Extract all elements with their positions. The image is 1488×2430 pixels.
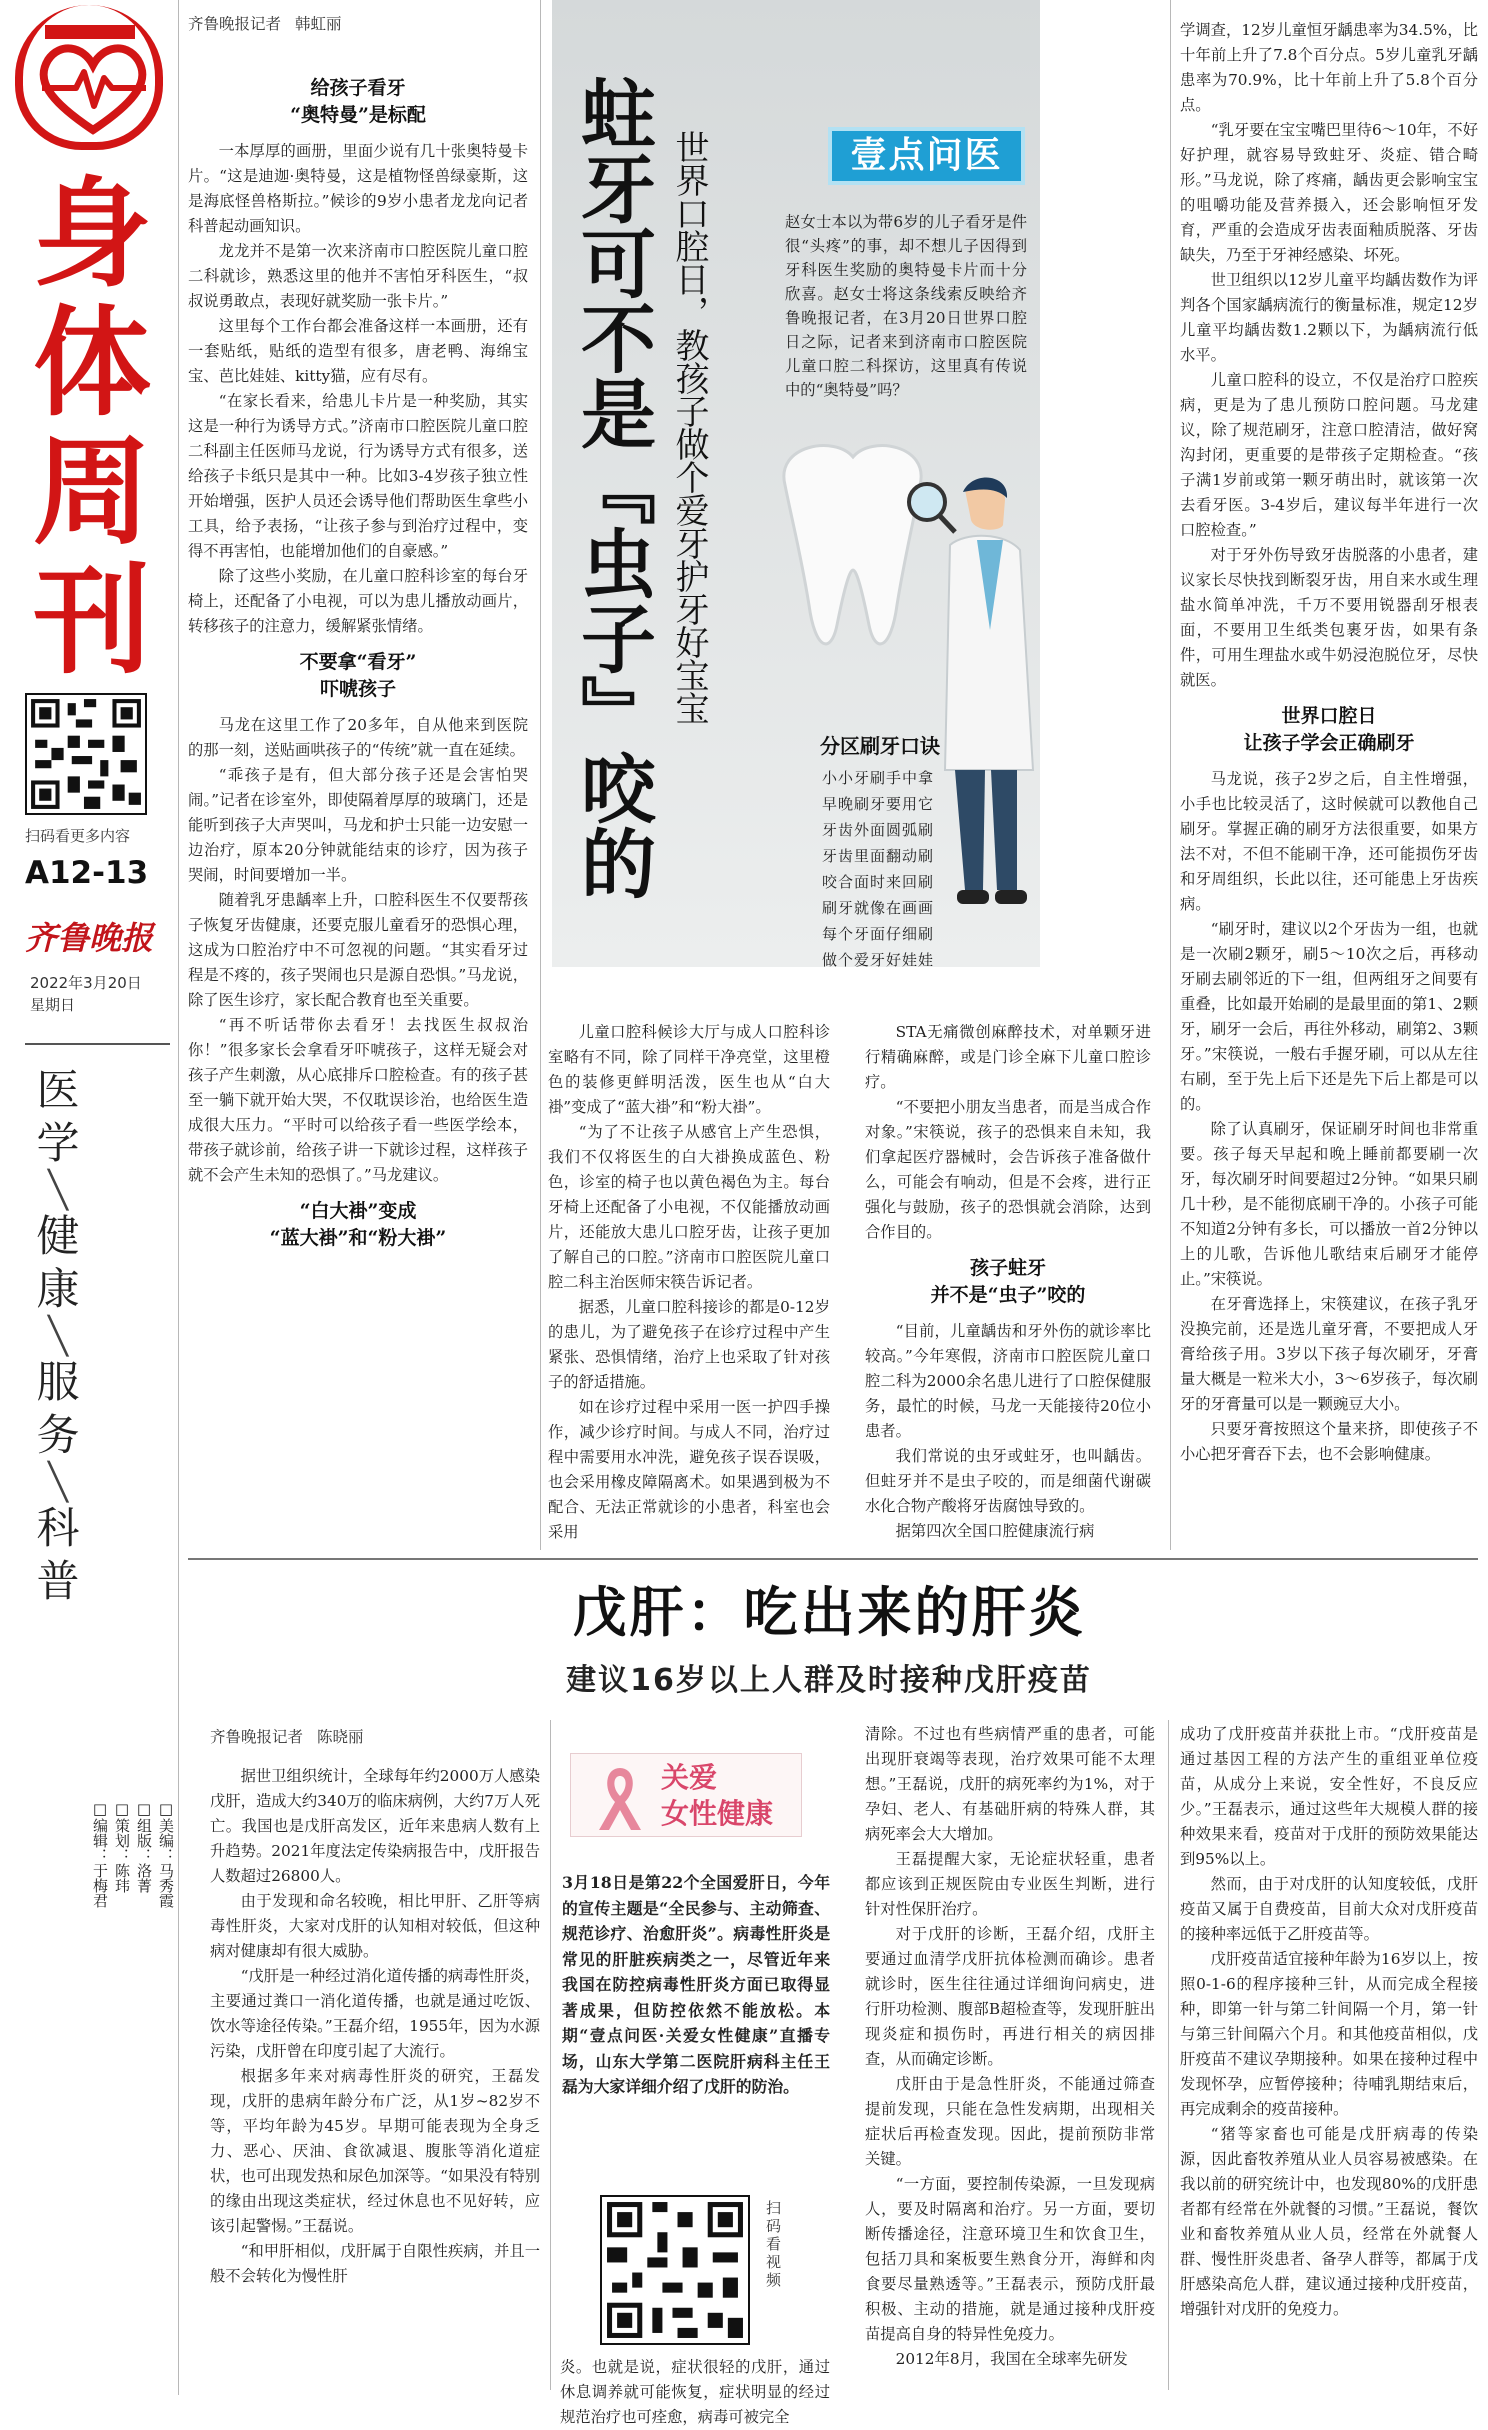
paragraph: 炎。也就是说，症状很轻的戊肝，通过休息调养就可能恢复，症状明显的经过规范治疗也可痊愈，病毒可被完全 xyxy=(560,2358,830,2426)
paragraph: 对于牙外伤导致牙齿脱落的小患者，建议家长尽快找到断裂牙齿，用自来水或生理盐水简单冲洗，千万不要用锐器刮牙根表面，不要用卫生纸类包裹牙齿，如果有条件，可用生理盐水或牛奶浸泡脱位牙，尽快就医。 xyxy=(1180,546,1478,689)
paragraph: 戊肝疫苗适宜接种年龄为16岁以上，按照0-1-6的程序接种三针，从而完成全程接种，即第一针与第二针间隔一个月，第一针与第三针间隔六个月。和其他疫苗相似，戊肝疫苗不建议孕期接种。如果在接种过程中发现怀孕，应暂停接种；待哺乳期结束后，再完成剩余的疫苗接种。 xyxy=(1180,1950,1478,2118)
subheading xyxy=(1180,703,1478,757)
video-qr-code[interactable] xyxy=(600,2195,750,2345)
subheading xyxy=(865,1255,1151,1309)
subheading-line: 孩子蛀牙 xyxy=(969,1257,1046,1279)
editor-credits xyxy=(91,1800,175,1908)
paragraph: “乖孩子是有，但大部分孩子还是会害怕哭闹。”记者在诊室外，即使隔着厚厚的玻璃门，还是能听到孩子大声哭叫，马龙和护士只能一边安慰一边治疗，原本20分钟就能结束的诊疗，因为孩子哭闹，时间要增加一半。 xyxy=(188,766,528,884)
byline xyxy=(210,1725,540,1750)
headline: 戊肝：吃出来的肝炎 xyxy=(572,1581,1086,1644)
subheading-line: 并不是“虫子”咬的 xyxy=(930,1284,1086,1306)
rhyme-line: 做个爱牙好娃娃 xyxy=(822,951,935,969)
credit-line: □组版：洛菁 xyxy=(135,1800,153,1893)
story2-colA xyxy=(210,1725,540,2390)
rhyme-line: 牙齿外面圆弧刷 xyxy=(822,821,935,839)
paragraph: 根据多年来对病毒性肝炎的研究，王磊发现，戊肝的患病年龄分布广泛，从1岁~82岁不等，平均年龄为45岁。早期可能表现为全身乏力、恶心、厌油、食欲减退、腹胀等消化道症状，也可出现发热和尿色加深等。“如果没有特别的缘由出现这类症状，经过休息也不见好转，应该引起警惕。”王磊说。 xyxy=(210,2067,540,2235)
subheading-line: “奥特曼”是标配 xyxy=(290,104,426,126)
tag: 科普 xyxy=(36,1504,80,1607)
paragraph: “一方面，要控制传染源，一旦发现病人，要及时隔离和治疗。另一方面，要切断传播途径，注意环境卫生和饮食卫生，包括刀具和案板要生熟食分开，海鲜和肉食要尽量熟透等。”王磊表示，预防戊肝最积极、主动的措施，就是通过接种戊肝疫苗提高自身的特异性免疫力。 xyxy=(865,2175,1155,2343)
paragraph: “为了不让孩子从感官上产生恐惧，我们不仅将医生的白大褂换成蓝色、粉色，诊室的椅子也以黄色褐色为主。每台牙椅上还配备了小电视，不仅能播放动画片，还能放大患儿口腔牙齿，让孩子更加了解自己的口腔。”济南市口腔医院儿童口腔二科主治医师宋筷告诉记者。 xyxy=(548,1123,830,1291)
divider xyxy=(1168,1720,1169,2390)
paragraph: 随着乳牙患龋率上升，口腔科医生不仅要帮孩子恢复牙齿健康，还要克服儿童看牙的恐惧心理，这成为口腔治疗中不可忽视的问题。“其实看牙过程是不疼的，孩子哭闹也只是源自恐惧。”马龙说，除了医生诊疗，家长配合教育也至关重要。 xyxy=(188,891,528,1009)
paragraph: 戊肝由于是急性肝炎，不能通过筛查提前发现，只能在急性发病期，出现相关症状后再检查发现。因此，提前预防非常关键。 xyxy=(865,2075,1155,2168)
weekday-text: 星期日 xyxy=(30,996,76,1014)
subheading xyxy=(188,75,528,129)
paragraph: 除了这些小奖励，在儿童口腔科诊室的每台牙椅上，还配备了小电视，可以为患儿播放动画片，转移孩子的注意力，缓解紧张情绪。 xyxy=(188,567,528,635)
paragraph: “戊肝是一种经过消化道传播的病毒性肝炎，主要通过粪口一消化道传播，也就是通过吃饭、饮水等途径传染。”王磊介绍，1955年，因为水源污染，戊肝曾在印度引起了大流行。 xyxy=(210,1967,540,2060)
qr-code-graphic xyxy=(602,2197,748,2343)
qr-code-graphic xyxy=(27,695,145,813)
paragraph: 只要牙膏按照这个量来挤，即使孩子不小心把牙膏吞下去，也不会影响健康。 xyxy=(1180,1420,1478,1463)
paragraph: “在家长看来，给患儿卡片是一种奖励，其实这是一种行为诱导方式。”济南市口腔医院儿童口腔二科副主任医师马龙说，行为诱导方式有很多，送给孩子卡纸只是其中一种。比如3-4岁孩子独立性开始增强，医护人员还会诱导他们帮助医生拿些小工具，给予表扬，“让孩子参与到治疗过程中，变得不再害怕，也能增加他们的自豪感。” xyxy=(188,392,528,560)
subheading-line: 给孩子看牙 xyxy=(310,77,406,99)
paragraph: 清除。不过也有些病情严重的患者，可能出现肝衰竭等表现，治疗效果可能不太理想。”王磊说，戊肝的病死率约为1%，对于孕妇、老人、有基础肝病的特殊人群，其病死率会大大增加。 xyxy=(865,1725,1155,1843)
newspaper-logo: 齐鲁晚报 xyxy=(25,919,154,957)
slash-divider: ╲ xyxy=(48,1170,68,1211)
paragraph: “和甲肝相似，戊肝属于自限性疾病，并且一般不会转化为慢性肝 xyxy=(210,2242,540,2285)
qr-hint: 扫码看视频 xyxy=(764,2200,782,2290)
story2-colB xyxy=(560,2355,830,2426)
paragraph: 龙龙并不是第一次来济南市口腔医院儿童口腔二科就诊，熟悉这里的他并不害怕牙科医生，“叔叔说勇敢点，表现好就奖励一张卡片。” xyxy=(188,242,528,310)
rhyme-line: 刷牙就像在画画 xyxy=(822,899,935,917)
scan-hint: 扫码看更多内容 xyxy=(25,827,131,845)
subheading-line: 世界口腔日 xyxy=(1281,705,1377,727)
subheading-line: “蓝大褂”和“粉大褂” xyxy=(269,1227,447,1249)
paragraph: 儿童口腔科候诊大厅与成人口腔科诊室略有不同，除了同样干净亮堂，这里橙色的装修更鲜明活泼，医生也从“白大褂”变成了“蓝大褂”和“粉大褂”。 xyxy=(548,1023,830,1116)
story1-col3 xyxy=(865,1020,1151,1555)
subheading-line: 吓唬孩子 xyxy=(319,678,396,700)
story1-col1 xyxy=(188,12,528,1552)
intro-paragraph: 赵女士本以为带6岁的儿子看牙是件很“头疼”的事，却不想儿子因得到牙科医生奖励的奥特曼卡片而十分欣喜。赵女士将这条线索反映给齐鲁晚报记者，在3月20日世界口腔日之际，记者来到济南市口腔医院儿童口腔二科探访，这里真有传说中的“奥特曼”吗？ xyxy=(785,213,1027,399)
byline-name: 韩虹丽 xyxy=(295,15,342,33)
story1-col4 xyxy=(1180,18,1478,1555)
rhyme-line: 早晚刷牙要用它 xyxy=(822,795,935,813)
tag: 服务 xyxy=(36,1358,80,1461)
divider xyxy=(178,0,179,2395)
byline xyxy=(188,12,528,37)
story2-brief: 3月18日是第22个全国爱肝日，今年的宣传主题是“全民参与、主动筛查、规范诊疗、治愈肝炎”。病毒性肝炎是常见的肝脏疾病类之一，尽管近年来我国在防控病毒性肝炎方面已取得显著成果，但防控依然不能放松。本期“壹点问医·关爱女性健康”直播专场，山东大学第二医院肝病科主任王磊为大家详细介绍了戊肝的防治。 xyxy=(562,1873,830,2096)
paragraph: 据第四次全国口腔健康流行病 xyxy=(895,1522,1095,1540)
qr-code[interactable] xyxy=(25,693,147,815)
paragraph: 世卫组织以12岁儿童平均龋齿数作为评判各个国家龋病流行的衡量标准，规定12岁儿童平均龋齿数1.2颗以下，为龋病流行低水平。 xyxy=(1180,271,1478,364)
subheading-line: 不要拿“看牙” xyxy=(299,651,417,673)
subheading-line: 让孩子学会正确刷牙 xyxy=(1243,732,1415,754)
byline-name: 陈晓丽 xyxy=(317,1728,364,1746)
care-badge-line: 女性健康 xyxy=(661,1797,774,1830)
heartbeat-icon xyxy=(28,30,158,140)
paragraph: 然而，由于对戊肝的认知度较低，戊肝疫苗又属于自费疫苗，目前大众对戊肝疫苗的接种率远低于乙肝疫苗等。 xyxy=(1180,1875,1478,1943)
care-badge-line: 关爱 xyxy=(661,1761,718,1794)
paragraph: “刷牙时，建议以2个牙齿为一组，也就是一次刷2颗牙，刷5～10次之后，再移动牙刷去刷邻近的下一组，但两组牙之间要有重叠，比如最开始刷的是最里面的第1、2颗牙，刷牙一会后，再往外移动，刷第2、3颗牙。”宋筷说，一般右手握牙刷，可以从左往右刷，至于先上后下还是先下后上都是可以的。 xyxy=(1180,920,1478,1113)
divider xyxy=(550,1720,551,2390)
paragraph: 马龙在这里工作了20多年，自从他来到医院的那一刻，送贴画哄孩子的“传统”就一直在延续。 xyxy=(188,716,528,759)
slash-divider: ╲ xyxy=(48,1462,68,1503)
subheading-line: “白大褂”变成 xyxy=(299,1200,417,1222)
paragraph: 2012年8月，我国在全球率先研发 xyxy=(895,2350,1128,2368)
paragraph: 对于戊肝的诊断，王磊介绍，戊肝主要通过血清学戊肝抗体检测而确诊。患者就诊时，医生往往通过详细询问病史，进行肝功检测、腹部B超检查等，发现肝脏出现炎症和损伤时，再进行相关的病因排查，从而确定诊断。 xyxy=(865,1925,1155,2068)
divider xyxy=(25,1043,170,1045)
brush-rhyme-title: 分区刷牙口诀 xyxy=(820,734,940,758)
divider xyxy=(1170,0,1171,1550)
paragraph: 在牙膏选择上，宋筷建议，在孩子乳牙没换完前，还是选儿童牙膏，不要把成人牙膏给孩子用。3岁以下孩子每次刷牙，牙膏量大概是一粒米大小，3～6岁孩子，每次刷牙的牙膏量可以是一颗豌豆大小。 xyxy=(1180,1295,1478,1413)
paragraph: “目前，儿童龋齿和牙外伤的就诊率比较高。”今年寒假，济南市口腔医院儿童口腔二科为2000余名患儿进行了口腔保健服务，最忙的时候，马龙一天能接待20位小患者。 xyxy=(865,1322,1151,1440)
paragraph: 除了认真刷牙，保证刷牙时间也非常重要。孩子每天早起和晚上睡前都要刷一次牙，每次刷牙时间要超过2分钟。“如果只刷几十秒，是不能彻底刷干净的。小孩子可能不知道2分钟有多长，可以播放一首2分钟以上的儿歌，告诉他儿歌结束后刷牙才能停止。”宋筷说。 xyxy=(1180,1120,1478,1288)
care-badge-text xyxy=(661,1760,773,1832)
paragraph: 马龙说，孩子2岁之后，自主性增强，小手也比较灵活了，这时候就可以教他自己刷牙。掌握正确的刷牙方法很重要，如果方法不对，不但不能刷干净，还可能损伤牙齿和牙周组织，长此以往，还可能患上牙齿疾病。 xyxy=(1180,770,1478,913)
rhyme-line: 每个牙面仔细刷 xyxy=(822,925,935,943)
paragraph: STA无痛微创麻醉技术，对单颗牙进行精确麻醉，或是门诊全麻下儿童口腔诊疗。 xyxy=(865,1023,1151,1091)
tag: 健康 xyxy=(36,1212,80,1315)
paragraph: 王磊提醒大家，无论症状轻重，患者都应该到正规医院由专业医生判断，进行针对性保肝治疗。 xyxy=(865,1850,1155,1918)
paragraph: “再不听话带你去看牙！去找医生叔叔治你！”很多家长会拿看牙吓唬孩子，这样无疑会对孩子产生刺激，从心底排斥口腔检查。有的孩子甚至一躺下就开始大哭，不仅耽误诊治，也给医生造成很大压力。“平时可以给孩子看一些医学绘本，带孩子就诊前，给孩子讲一下就诊过程，这样孩子就不会产生未知的恐惧了。”马龙建议。 xyxy=(188,1016,528,1184)
paragraph: 据悉，儿童口腔科接诊的都是0-12岁的患儿，为了避免孩子在诊疗过程中产生紧张、恐惧情绪，治疗上也采取了针对孩子的舒适措施。 xyxy=(548,1298,830,1391)
issue-date xyxy=(30,972,142,1016)
brush-rhyme xyxy=(822,765,972,973)
subheadline: 世界口腔日，教孩子做个爱牙护牙好宝宝 xyxy=(669,130,709,724)
slash-divider: ╲ xyxy=(48,1316,68,1357)
headline: 蛀牙可不是『虫子』咬的 xyxy=(569,75,657,900)
tag: 医学 xyxy=(36,1066,80,1169)
subheadline: 建议16岁以上人群及时接种戊肝疫苗 xyxy=(566,1663,1092,1698)
story2-colD xyxy=(1180,1722,1478,2390)
paragraph: 这里每个工作台都会准备这样一本画册，还有一套贴纸，贴纸的造型有很多，唐老鸭、海绵宝宝、芭比娃娃、kitty猫，应有尽有。 xyxy=(188,317,528,385)
subheading xyxy=(188,1198,528,1252)
paragraph: “不要把小朋友当患者，而是当成合作对象。”宋筷说，孩子的恐惧来自未知，我们拿起医疗器械时，会告诉孩子准备做什么，可能会有响动，但是不会疼，进行正强化与鼓励，孩子的恐惧就会消除，达到合作目的。 xyxy=(865,1098,1151,1241)
paragraph: 如在诊疗过程中采用一医一护四手操作，减少诊疗时间。与成人不同，治疗过程中需要用水冲洗，避免孩子误吞误吸，也会采用橡皮障隔离术。如果遇到极为不配合、无法正常就诊的小患者，科室也会采用 xyxy=(548,1398,830,1541)
paragraph: “猪等家畜也可能是戊肝病毒的传染源，因此畜牧养殖从业人员容易被感染。在我以前的研究统计中，也发现80%的戊肝患者都有经常在外就餐的习惯。”王磊说，餐饮业和畜牧养殖从业人员，经常在外就餐人群、慢性肝炎患者、备孕人群等，都属于戊肝感染高危人群，建议通过接种戊肝疫苗，增强针对戊肝的免疫力。 xyxy=(1180,2125,1478,2318)
byline-label: 齐鲁晚报记者 xyxy=(210,1728,304,1746)
divider xyxy=(540,0,541,1550)
paragraph: 儿童口腔科的设立，不仅是治疗口腔疾病，更是为了患儿预防口腔问题。马龙建议，除了规范刷牙，注意口腔清洁，做好窝沟封闭，更重要的是带孩子定期检查。“孩子满1岁前或第一颗牙萌出时，就该第一次去看牙医。3-4岁后，建议每半年进行一次口腔检查。” xyxy=(1180,371,1478,539)
divider xyxy=(188,1558,1478,1560)
paragraph: 学调查，12岁儿童恒牙龋患率为34.5%，比十年前上升了7.8个百分点。5岁儿童乳牙龋患率为70.9%，比十年前上升了5.8个百分点。 xyxy=(1180,21,1478,114)
pink-ribbon-icon xyxy=(585,1760,655,1832)
byline-label: 齐鲁晚报记者 xyxy=(188,15,282,33)
story1-col2 xyxy=(548,1020,830,1555)
date-text: 2022年3月20日 xyxy=(30,974,142,992)
rhyme-line: 咬合面时来回刷 xyxy=(822,873,935,891)
story2-headline-block xyxy=(0,1570,1488,1699)
rubric-badge xyxy=(828,127,1025,185)
section-tags xyxy=(28,1065,88,1609)
subheading xyxy=(188,649,528,703)
paragraph: 由于发现和命名较晚，相比甲肝、乙肝等病毒性肝炎，大家对戊肝的认知相对较低，但这种病对健康却有很大威胁。 xyxy=(210,1892,540,1960)
rhyme-line: 小小牙刷手中拿 xyxy=(822,769,935,787)
column-title: 身体周刊 xyxy=(32,165,151,690)
paragraph: 成功了戊肝疫苗并获批上市。“戊肝疫苗是通过基因工程的方法产生的重组亚单位疫苗，从成分上来说，安全性好，不良反应少。”王磊表示，通过这些年大规模人群的接种效果来看，疫苗对于戊肝的预防效果能达到95%以上。 xyxy=(1180,1725,1478,1868)
page-number: A12-13 xyxy=(25,855,149,891)
credit-line: □编辑：于梅君 xyxy=(91,1800,109,1908)
paragraph: “乳牙要在宝宝嘴巴里待6～10年，不好好护理，就容易导致蛀牙、炎症、错合畸形。”马龙说，除了疼痛，龋齿更会影响宝宝的咀嚼功能及营养摄入，还会影响恒牙发育，严重的会造成牙齿表面釉质脱落、牙齿缺失，乃至于牙神经感染、坏死。 xyxy=(1180,121,1478,264)
paragraph: 一本厚厚的画册，里面少说有几十张奥特曼卡片。“这是迪迦·奥特曼，这是植物怪兽绿豪斯，这是海底怪兽格斯拉。”候诊的9岁小患者龙龙向记者科普起动画知识。 xyxy=(188,142,528,235)
rhyme-line: 牙齿里面翻动刷 xyxy=(822,847,935,865)
rubric-label: 壹点问医 xyxy=(850,135,1003,176)
story2-colC xyxy=(865,1722,1155,2390)
paragraph: 据世卫组织统计，全球每年约2000万人感染戊肝，造成大约340万的临床病例，大约7万人死亡。我国也是戊肝高发区，近年来患病人数有上升趋势。2021年度法定传染病报告中，戊肝报告人数超过26800人。 xyxy=(210,1767,540,1885)
paragraph: 我们常说的虫牙或蛀牙，也叫龋齿。但蛀牙并不是虫子咬的，而是细菌代谢碳水化合物产酸将牙齿腐蚀导致的。 xyxy=(865,1447,1151,1515)
credit-line: □策划：陈玮 xyxy=(113,1800,131,1893)
masthead-sidebar xyxy=(0,0,175,2395)
credit-line: □美编：马秀霞 xyxy=(157,1800,175,1908)
